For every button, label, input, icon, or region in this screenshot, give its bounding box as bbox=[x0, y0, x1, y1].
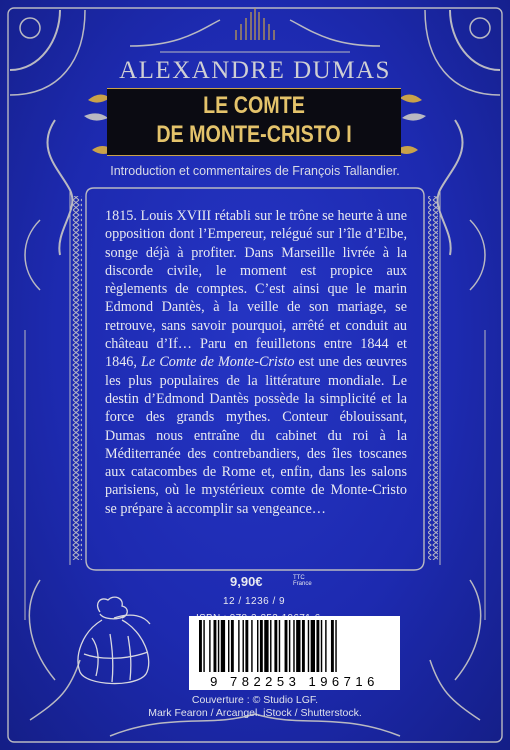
book-summary bbox=[105, 207, 407, 518]
edition-code: 12 / 1236 / 9 bbox=[223, 596, 286, 607]
price-country: France bbox=[293, 581, 312, 587]
summary-text-part2: est une des œuvres les plus populaires de la littérature mondiale. Le destin d’Edmond Dantès possède la simplicité et la force des grands mythes. Conteur éblouissant, Dumas nous entraîne du cabinet du roi à la Méditerranée des contrebandiers, des îles toscanes aux catacombes de Rome et, enfin, dans les salons parisiens, où le mystérieux comte de Monte-Cristo se prépare à accomplir sa vengeance… bbox=[105, 354, 407, 517]
barcode-digits: 9 782253 196716 bbox=[210, 674, 379, 689]
barcode bbox=[189, 616, 400, 690]
title-box bbox=[107, 88, 401, 156]
summary-paragraph bbox=[105, 207, 407, 518]
money-bag-icon bbox=[70, 590, 156, 690]
price-tax-note bbox=[293, 575, 312, 587]
author-name: ALEXANDRE DUMAS bbox=[119, 57, 391, 84]
barcode-bars bbox=[189, 616, 400, 674]
book-title-line-2: DE MONTE-CRISTO I bbox=[156, 121, 352, 148]
credits-line-2: Mark Fearon / Arcangel. iStock / Shutterstock. bbox=[148, 707, 362, 719]
price-ttc: TTC bbox=[293, 575, 305, 581]
summary-title-italic: Le Comte de Monte-Cristo bbox=[141, 354, 295, 371]
book-title-line-1: LE COMTE bbox=[203, 92, 305, 119]
price: 9,90€ bbox=[230, 574, 263, 589]
summary-text-part1: 1815. Louis XVIII rétabli sur le trône se heurte à une opposition dont l’Empereur, relégué sur l’île d’Elbe, songe déjà à profiter. Dans Marseille livrée à la discorde civile, le moment est propice aux règlements de comptes. C’est ainsi que le marin Edmond Dantès, à la veille de son mariage, se retrouve, sans savoir pourquoi, arrêté et conduit au château d’If… Paru en feuilletons entre 1844 et 1846, bbox=[105, 208, 407, 371]
introduction-credit: Introduction et commentaires de François Tallandier. bbox=[110, 164, 400, 178]
credits-line-1: Couverture : © Studio LGF. bbox=[191, 694, 319, 706]
cover-credits bbox=[0, 694, 510, 720]
